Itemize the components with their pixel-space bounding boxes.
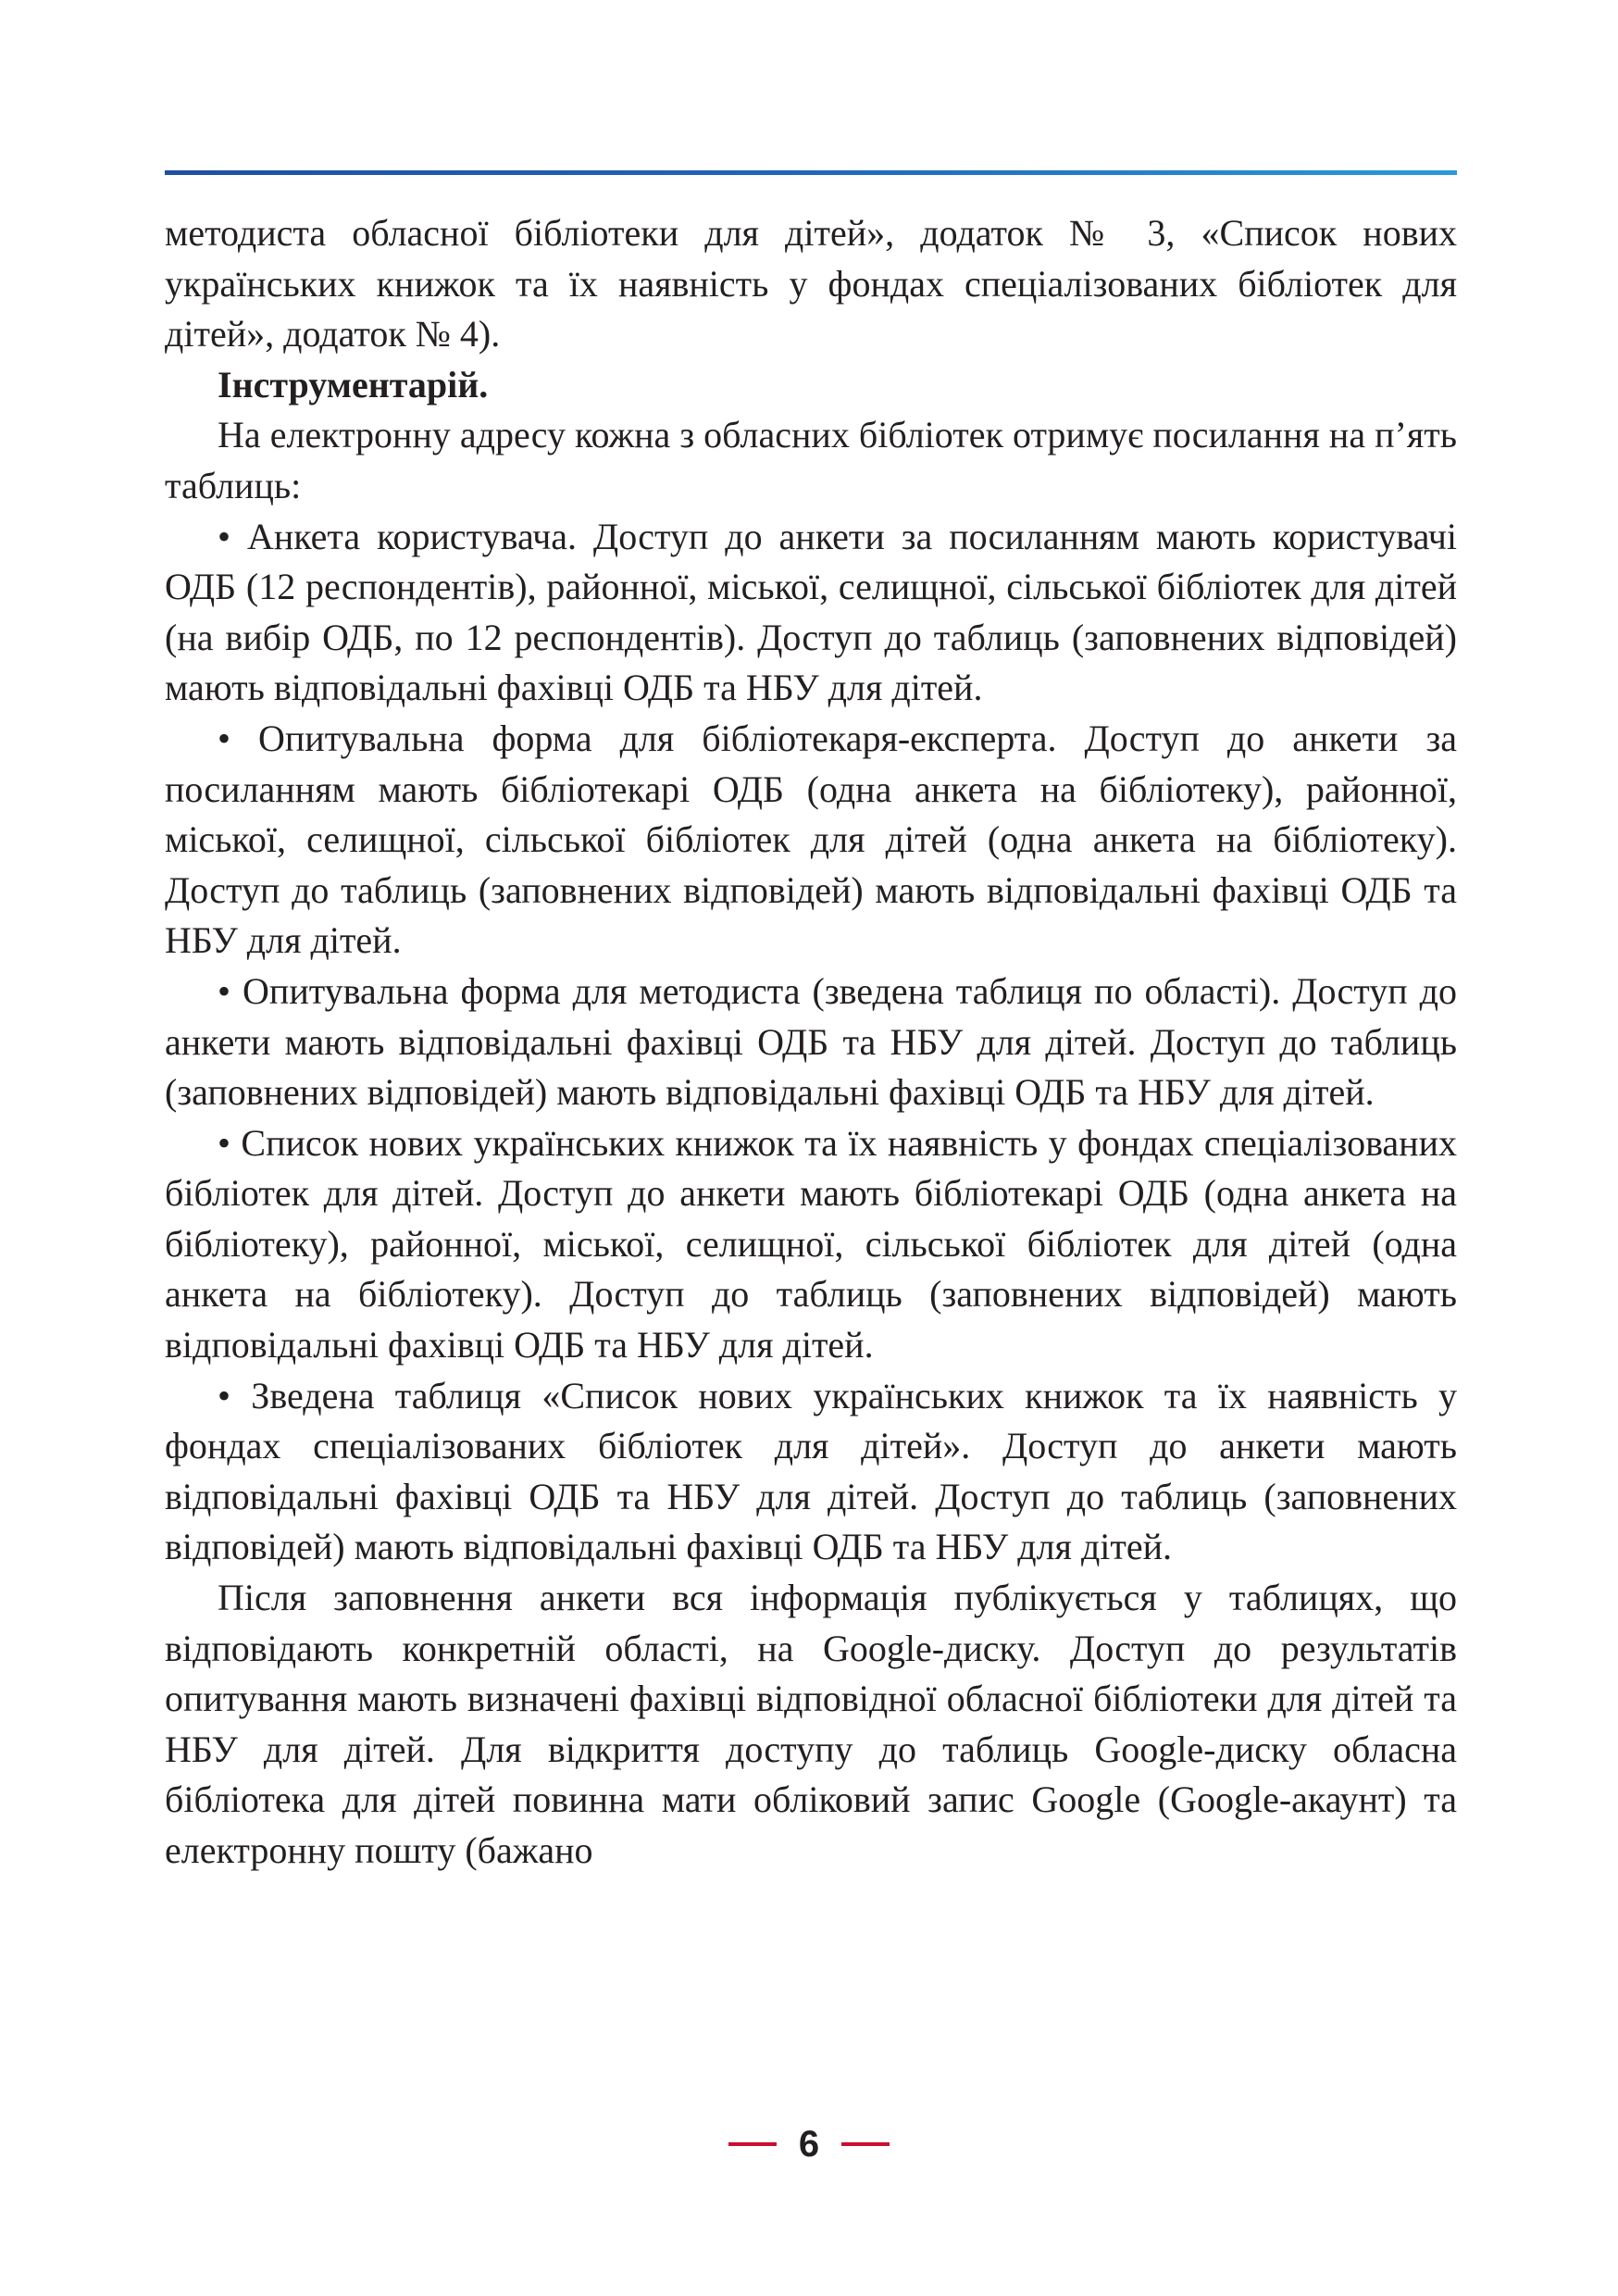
bullet-user-questionnaire: • Анкета користувача. Доступ до анкети за посиланням мають користувачі ОДБ (12 респондентів), районної, міської, селищної, сільської бібліотек для дітей (на вибір ОДБ, по 12 респондентів). Доступ до таблиць (заповнених відповідей) мають відповідальні фахівці ОДБ та НБУ для дітей. xyxy=(165,515,1457,709)
paragraph-google-drive: Після заповнення анкети вся інформація публікується у таблицях, що відповідають конкретній області, на Google-диску. Доступ до результатів опитування мають визначені фахівці відповідної обласної бібліотеки для дітей та НБУ для дітей. Для відкриття доступу до таблиць Google-диску обласна бібліотека для дітей повинна мати обліковий запис Google (Google-акаунт) та електронну пошту (бажано xyxy=(165,1577,1457,1871)
bullet-expert-form: • Опитувальна форма для бібліотекаря-експерта. Доступ до анкети за посиланням мають бібліотекарі ОДБ (одна анкета на бібліотеку), районної, міської, селищної, сільської бібліотек для дітей (одна анкета на бібліотеку). Доступ до таблиць (заповнених відповідей) мають відповідальні фахівці ОДБ та НБУ для дітей. xyxy=(165,717,1457,962)
footer-dash-right xyxy=(841,2142,890,2146)
page-number: 6 xyxy=(798,2124,820,2165)
bullet-summary-table: • Зведена таблиця «Список нових українських книжок та їх наявність у фондах спеціалізованих бібліотек для дітей». Доступ до анкети мають відповідальні фахівці ОДБ та НБУ для дітей. Доступ до таблиць (заповнених відповідей) мають відповідальні фахівці ОДБ та НБУ для дітей. xyxy=(165,1374,1457,1568)
footer-dash-left xyxy=(728,2142,777,2146)
body-text xyxy=(165,208,1457,1877)
paragraph-intro: На електронну адресу кожна з обласних бібліотек отримує посилання на п’ять таблиць: xyxy=(165,414,1457,506)
bullet-methodist-form: • Опитувальна форма для методиста (зведена таблиця по області). Доступ до анкети мають відповідальні фахівці ОДБ та НБУ для дітей. Доступ до таблиць (заповнених відповідей) мають відповідальні фахівці ОДБ та НБУ для дітей. xyxy=(165,969,1457,1114)
paragraph-continuation: методиста обласної бібліотеки для дітей», додаток № 3, «Список нових українських книжок та їх наявність у фондах спеціалізованих бібліотек для дітей», додаток № 4). xyxy=(165,212,1457,356)
page-footer xyxy=(0,2126,1618,2163)
section-heading: Інструментарій. xyxy=(218,363,489,406)
bullet-new-books-list: • Список нових українських книжок та їх наявність у фондах спеціалізованих бібліотек для дітей. Доступ до анкети мають бібліотекарі ОДБ (одна анкета на бібліотеку), районної, міської, селищної, сільської бібліотек для дітей (одна анкета на бібліотеку). Доступ до таблиць (заповнених відповідей) мають відповідальні фахівці ОДБ та НБУ для дітей. xyxy=(165,1121,1457,1366)
header-rule xyxy=(165,170,1457,175)
